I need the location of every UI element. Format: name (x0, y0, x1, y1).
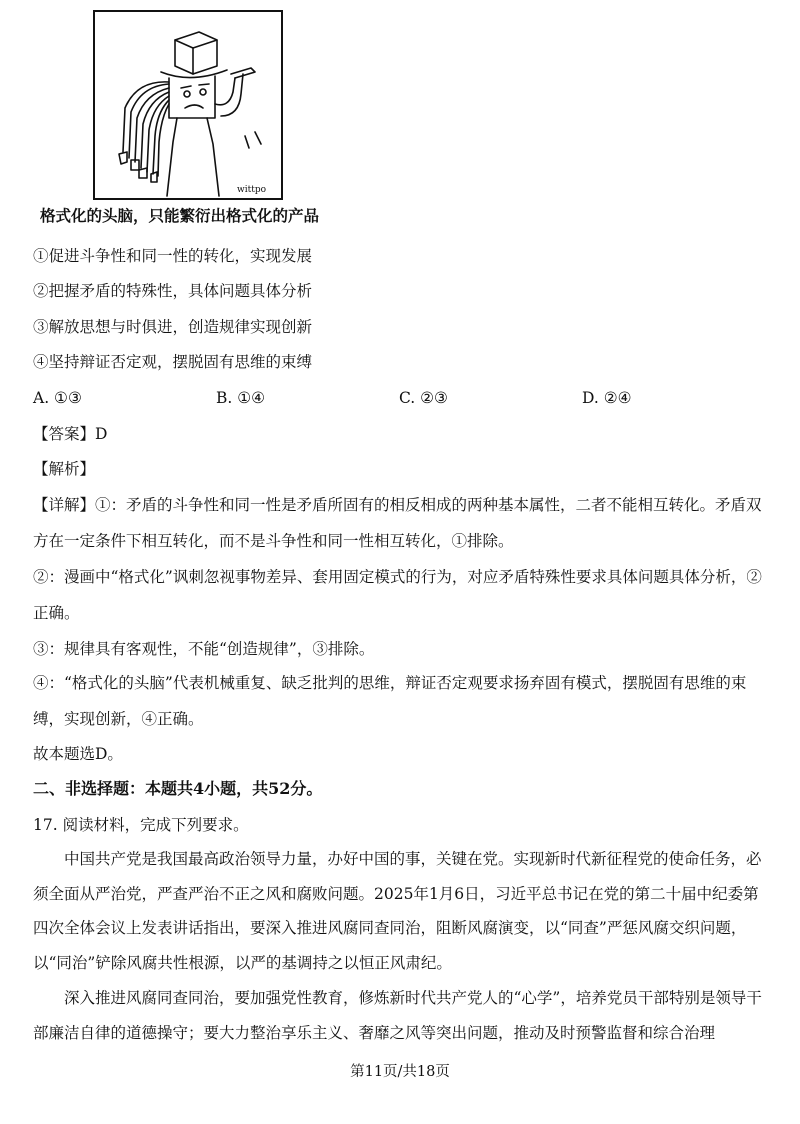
page-number: 第11页/共18页 (350, 1064, 450, 1080)
material-paragraph-2: 深入推进风腐同查同治，要加强党性教育，修炼新时代共产党人的“心学”，培养党员干部特别是领导干部廉洁自律的道德操守；要大力整治享乐主义、奢靡之风等突出问题，推动及时预警监督和综合治理 (33, 989, 762, 1042)
section-heading: 二、非选择题：本题共4小题，共52分。 (33, 779, 323, 798)
cartoon-signature: wittpo (237, 185, 266, 195)
option-c: C. ②③ (399, 389, 448, 407)
option-b: B. ①④ (216, 389, 266, 407)
detail-paragraph-1: 【详解】①：矛盾的斗争性和同一性是矛盾所固有的相反相成的两种基本属性，二者不能相互转化。矛盾双方在一定条件下相互转化，而不是斗争性和同一性相互转化，①排除。 (33, 496, 762, 550)
material-paragraph-1: 中国共产党是我国最高政治领导力量，办好中国的事，关键在党。实现新时代新征程党的使命任务，必须全面从严治党，严查严治不正之风和腐败问题。2025年1月6日，习近平总书记在党的第二十届中纪委第四次全体会议上发表讲话指出，要深入推进风腐同查同治，阻断风腐演变，以“同查”严惩风腐交织问题，以“同治”铲除风腐共性根源，以严的基调持之以恒正风肃纪。 (33, 850, 762, 972)
detail-paragraph-3: ③：规律具有客观性，不能“创造规律”，③排除。 (33, 640, 375, 658)
cartoon-caption: 格式化的头脑，只能繁衍出格式化的产品 (40, 206, 320, 225)
statement-4: ④坚持辩证否定观，摆脱固有思维的束缚 (33, 353, 313, 371)
statement-3: ③解放思想与时俱进，创造规律实现创新 (33, 318, 313, 336)
answer-line: 【答案】D (33, 425, 108, 443)
detail-paragraph-4: ④：“格式化的头脑”代表机械重复、缺乏批判的思维，辩证否定观要求扬弃固有模式，摆脱固有思维的束缚，实现创新，④正确。 (33, 674, 747, 728)
cartoon-image (93, 10, 283, 200)
option-a: A. ①③ (33, 389, 82, 407)
cartoon-drawing (95, 12, 281, 198)
detail-paragraph-2: ②：漫画中“格式化”讽刺忽视事物差异、套用固定模式的行为，对应矛盾特殊性要求具体问题具体分析，②正确。 (33, 568, 762, 622)
conclusion: 故本题选D。 (33, 745, 123, 763)
question-17-title: 17. 阅读材料，完成下列要求。 (33, 816, 249, 834)
statement-2: ②把握矛盾的特殊性，具体问题具体分析 (33, 282, 313, 300)
analysis-label: 【解析】 (33, 460, 96, 478)
option-d: D. ②④ (582, 389, 632, 407)
statement-1: ①促进斗争性和同一性的转化，实现发展 (33, 247, 313, 265)
